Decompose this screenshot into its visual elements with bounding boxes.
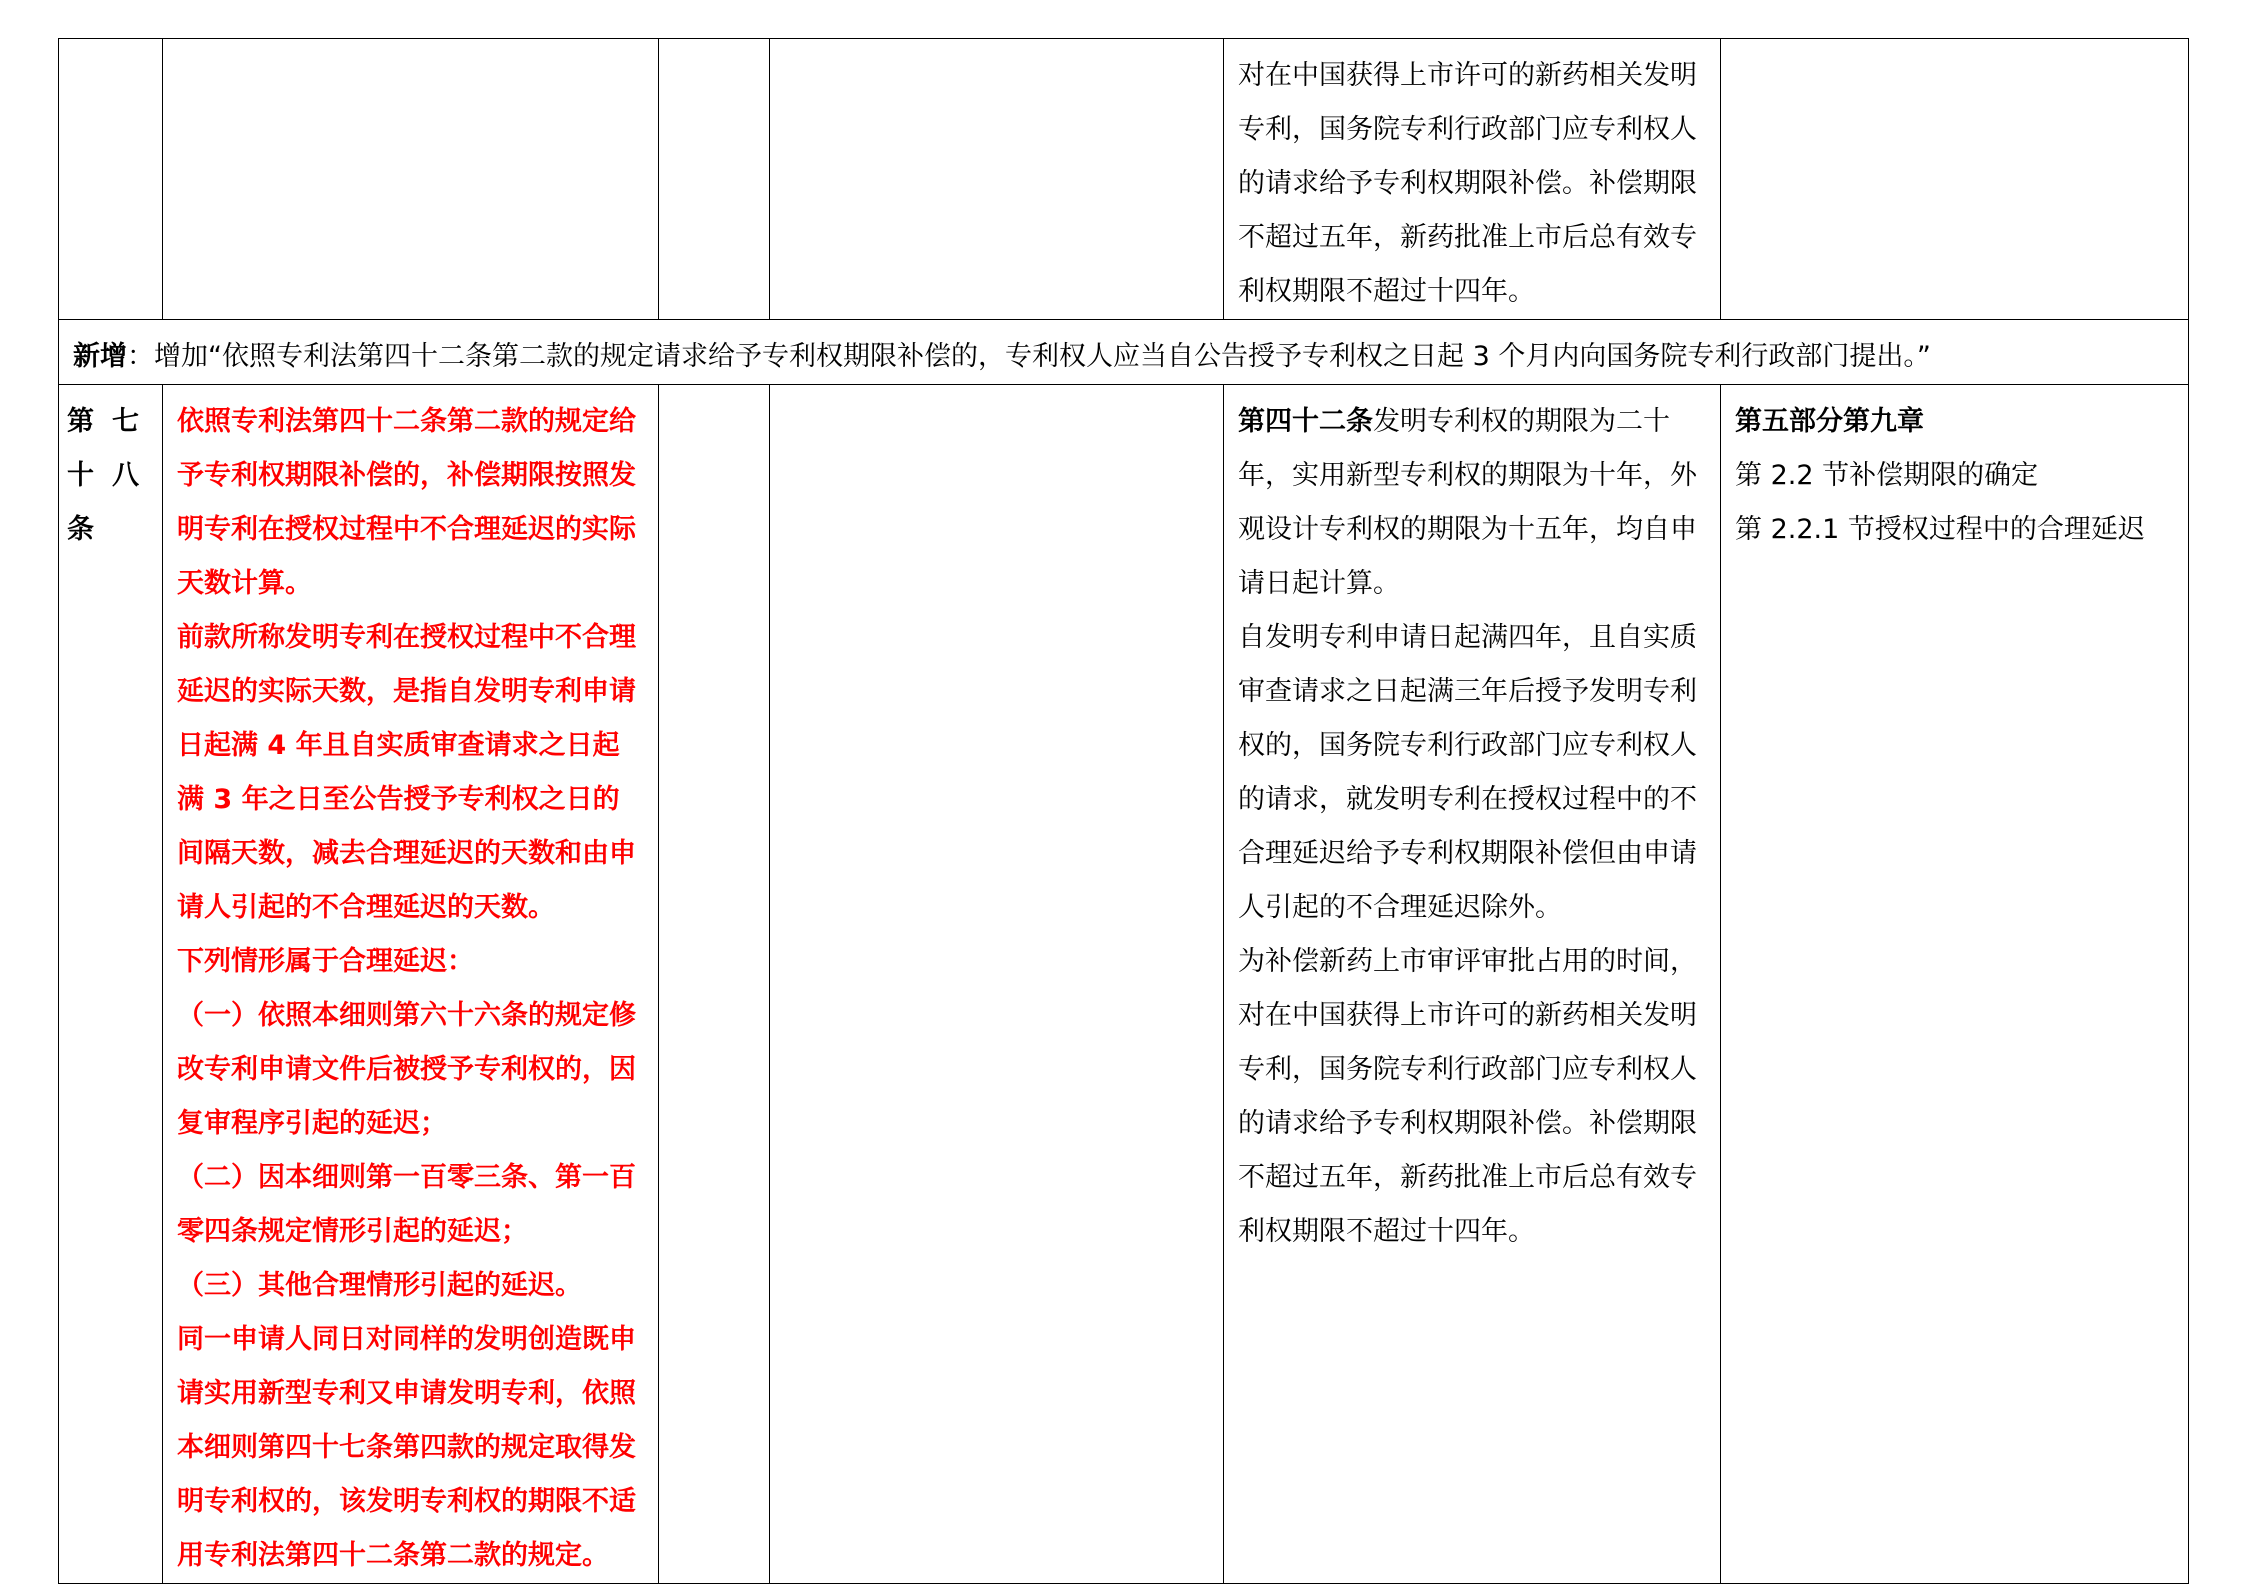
- patent-law-cell: [1224, 385, 1721, 1584]
- new-rule-paragraph: 下列情形属于合理延迟：: [177, 946, 474, 977]
- guideline-line: 第 2.2 节补偿期限的确定: [1735, 460, 2039, 491]
- article-number: 第七十八条: [59, 385, 163, 1584]
- guideline-line: 第 2.2.1 节授权过程中的合理延迟: [1735, 514, 2145, 545]
- law-text-continued: 对在中国获得上市许可的新药相关发明专利，国务院专利行政部门应专利权人的请求给予专利权期限补偿。补偿期限不超过五年，新药批准上市后总有效专利权期限不超过十四年。: [1238, 60, 1697, 307]
- table-cell: [659, 385, 770, 1584]
- law-article-heading: 第四十二条: [1238, 406, 1373, 437]
- table-cell: [770, 385, 1224, 1584]
- new-rule-paragraph: （三）其他合理情形引起的延迟。: [177, 1270, 582, 1301]
- new-rule-paragraph: （二）因本细则第一百零三条、第一百零四条规定情形引起的延迟；: [177, 1162, 636, 1247]
- table-row: [59, 385, 2189, 1584]
- new-rule-paragraph: 前款所称发明专利在授权过程中不合理延迟的实际天数，是指自发明专利申请日起满 4 年且自实质审查请求之日起满 3 年之日至公告授予专利权之日的间隔天数，减去合理延迟的天数和由申请人引起的不合理延迟的天数。: [177, 622, 636, 923]
- comparison-table: [58, 38, 2189, 1584]
- table-cell: [770, 39, 1224, 320]
- guideline-heading: 第五部分第九章: [1735, 406, 1924, 437]
- law-paragraph: 为补偿新药上市审评审批占用的时间，对在中国获得上市许可的新药相关发明专利，国务院专利行政部门应专利权人的请求给予专利权期限补偿。补偿期限不超过五年，新药批准上市后总有效专利权期限不超过十四年。: [1238, 946, 1697, 1247]
- table-row: [59, 39, 2189, 320]
- law-paragraph: 自发明专利申请日起满四年，且自实质审查请求之日起满三年后授予发明专利权的，国务院专利行政部门应专利权人的请求，就发明专利在授权过程中的不合理延迟给予专利权期限补偿但由申请人引起的不合理延迟除外。: [1238, 622, 1697, 923]
- law-paragraph: 第四十二条发明专利权的期限为二十年，实用新型专利权的期限为十年，外观设计专利权的期限为十五年，均自申请日起计算。: [1238, 406, 1697, 599]
- table-cell: [163, 39, 659, 320]
- added-text: ：增加“依照专利法第四十二条第二款的规定请求给予专利权期限补偿的，专利权人应当自公告授予专利权之日起 3 个月内向国务院专利行政部门提出。”: [127, 341, 1931, 372]
- table-row: [59, 320, 2189, 385]
- new-rule-paragraph: 同一申请人同日对同样的发明创造既申请实用新型专利又申请发明专利，依照本细则第四十七条第四款的规定取得发明专利权的，该发明专利权的期限不适用专利法第四十二条第二款的规定。: [177, 1324, 636, 1571]
- new-rule-cell: [163, 385, 659, 1584]
- added-label: 新增: [73, 341, 127, 372]
- table-cell: [1721, 39, 2189, 320]
- new-rule-paragraph: （一）依照本细则第六十六条的规定修改专利申请文件后被授予专利权的，因复审程序引起的延迟；: [177, 1000, 636, 1139]
- new-rule-paragraph: 依照专利法第四十二条第二款的规定给予专利权期限补偿的，补偿期限按照发明专利在授权过程中不合理延迟的实际天数计算。: [177, 406, 636, 599]
- table-cell: [59, 39, 163, 320]
- added-provision-note: [59, 320, 2189, 385]
- guideline-cell: [1721, 385, 2189, 1584]
- table-cell: [1224, 39, 1721, 320]
- table-cell: [659, 39, 770, 320]
